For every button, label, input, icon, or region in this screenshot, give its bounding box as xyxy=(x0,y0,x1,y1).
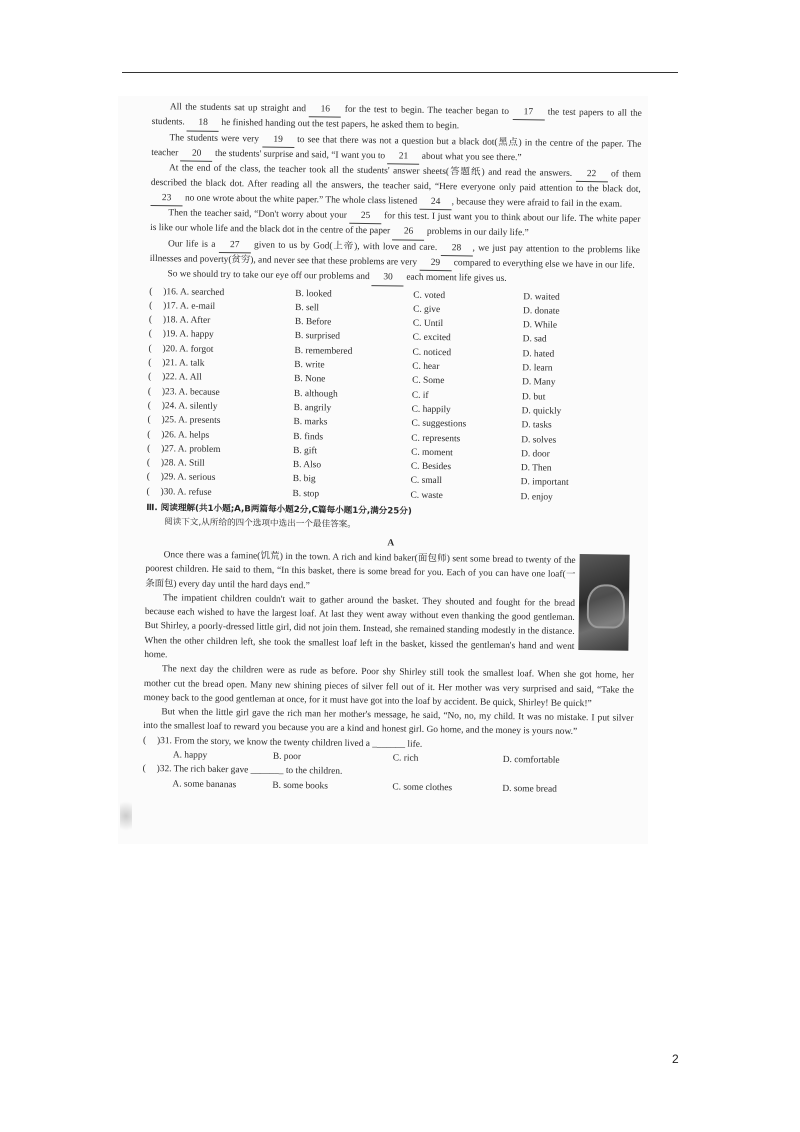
option-row: ( )25. A. presents B. marks C. suggestions D. tasks xyxy=(147,415,552,431)
passage-label: A xyxy=(387,537,395,549)
option-row: ( )28. A. Still B. Also C. Besides D. Then xyxy=(146,458,552,474)
option-row: ( )27. A. problem B. gift C. moment D. door xyxy=(147,443,550,460)
question-32: ( )32. The rich baker gave _______ to the children. xyxy=(142,764,343,778)
option-row: ( )16. A. searched B. looked C. voted D. waited xyxy=(149,286,560,303)
reading-instruction: 阅读下文,从所给的四个选项中选出一个最佳答案。 xyxy=(164,517,356,531)
reading-section-title: Ⅲ. 阅读理解(共1小题;A,B两篇每小题2分,C篇每小题1分,满分25分) xyxy=(146,502,412,517)
question-32-options: A. some bananas B. some books C. some clothes D. some bread xyxy=(172,779,557,795)
question-31: ( )31. From the story, we know the twenty children lived a _______ life. xyxy=(142,735,423,750)
page-number: 2 xyxy=(672,1052,679,1066)
option-row: ( )20. A. forgot B. remembered C. noticed D. hated xyxy=(148,343,555,360)
option-row: ( )23. A. because B. although C. if D. but xyxy=(147,386,546,403)
exam-content xyxy=(142,100,642,798)
cloze-paragraph-6: So we should try to take our eye off our problems and 30 each moment life gives us. xyxy=(167,269,507,285)
bread-basket-image xyxy=(578,554,629,651)
option-row: ( )26. A. helps B. finds C. represents D. solves xyxy=(147,429,557,446)
option-row: ( )29. A. serious B. big C. small D. important xyxy=(146,472,569,489)
passage-paragraph: The next day the children were as rude as before. Poor shy Shirley still took the smallest loaf. When she got home, her mother cut the bread open. Many new shining pieces of silver fell out of it. Her mother was very surprised and said, “Take the money back to the good gentleman at once, for it must have got into the loaf by accident. Be quick, Shirley! Be quick!” xyxy=(143,664,635,710)
scan-smudge xyxy=(120,796,132,836)
header-rule xyxy=(122,72,678,73)
cloze-paragraph-2: The students were very 19 to see that there was not a question but a black dot(黑点) in the centre of the paper. The teacher 20 the students' surprise and said, “I want you to 21 about what you see there.” xyxy=(151,132,642,164)
option-row: ( )24. A. silently B. angrily C. happily D. quickly xyxy=(147,400,562,417)
scanned-page xyxy=(118,96,648,844)
cloze-options xyxy=(146,285,639,506)
cloze-paragraph-1: All the students sat up straight and 16 for the test to begin. The teacher began to 17 the test papers to all the students. 18 he finished handing out the test papers, he asked them to begin. xyxy=(151,102,642,132)
passage-paragraph: But when the little girl gave the rich man her mother's message, he said, “No, no, my child. It was no mistake. I put silver into the smallest loaf to reward you because you are a kind and honest girl. Go home, and the money is yours now.” xyxy=(143,707,634,738)
question-31-options: A. happy B. poor C. rich D. comfortable xyxy=(172,750,560,766)
option-row: ( )19. A. happy B. surprised C. excited D. sad xyxy=(148,329,547,345)
cloze-paragraph-5: Our life is a 27 given to us by God(上帝), with love and care. 28 , we just pay attention to the problems like illnesses and poverty(贫穷), and never see that these problems are very 29 compared to everything else we have in our life. xyxy=(149,238,641,271)
cloze-paragraph-3: At the end of the class, the teacher took all the students' answer sheets(答题纸) and read the answers. 22 of them described the black dot. After reading all the answers, the teacher said, “Here everyone only paid attention to the black dot, 23 no one wrote about the white paper.” The whole class listened 24 , because they were afraid to fail in the exam. xyxy=(150,163,642,210)
passage-paragraph: The impatient children couldn't wait to gather around the basket. They shouted and fought for the bread because each wished to have the largest loaf. At last they went away without even thanking the good gentleman. But Shirley, a poorly-dressed little girl, did not join them. Instead, she remained standing modestly in the distance. When the other children left, she took the smallest loaf left in the basket, kissed the gentleman's hand and went home. xyxy=(144,593,576,661)
option-row: ( )21. A. talk B. write C. hear D. learn xyxy=(148,358,553,374)
passage-a xyxy=(143,548,636,741)
option-row: ( )18. A. After B. Before C. Until D. While xyxy=(148,315,558,331)
option-row: ( )30. A. refuse B. stop C. waste D. enjoy xyxy=(146,486,553,503)
option-row: ( )22. A. All B. None C. Some D. Many xyxy=(148,372,556,389)
cloze-paragraph-4: Then the teacher said, “Don't worry about your 25 for this test. I just want you to think about our life. The white paper is like our whole life and the black dot in the centre of the paper 26 problems in our daily life.” xyxy=(150,208,641,239)
option-row: ( )17. A. e-mail B. sell C. give D. donate xyxy=(149,300,560,317)
passage-paragraph: Once there was a famine(饥荒) in the town. A rich and kind baker(面包师) sent some bread to twenty of the poorest children. He said to them, “In this basket, there is some bread for you. Each of you can have one loaf(一条面包) every day until the hard days end.” xyxy=(145,550,576,591)
